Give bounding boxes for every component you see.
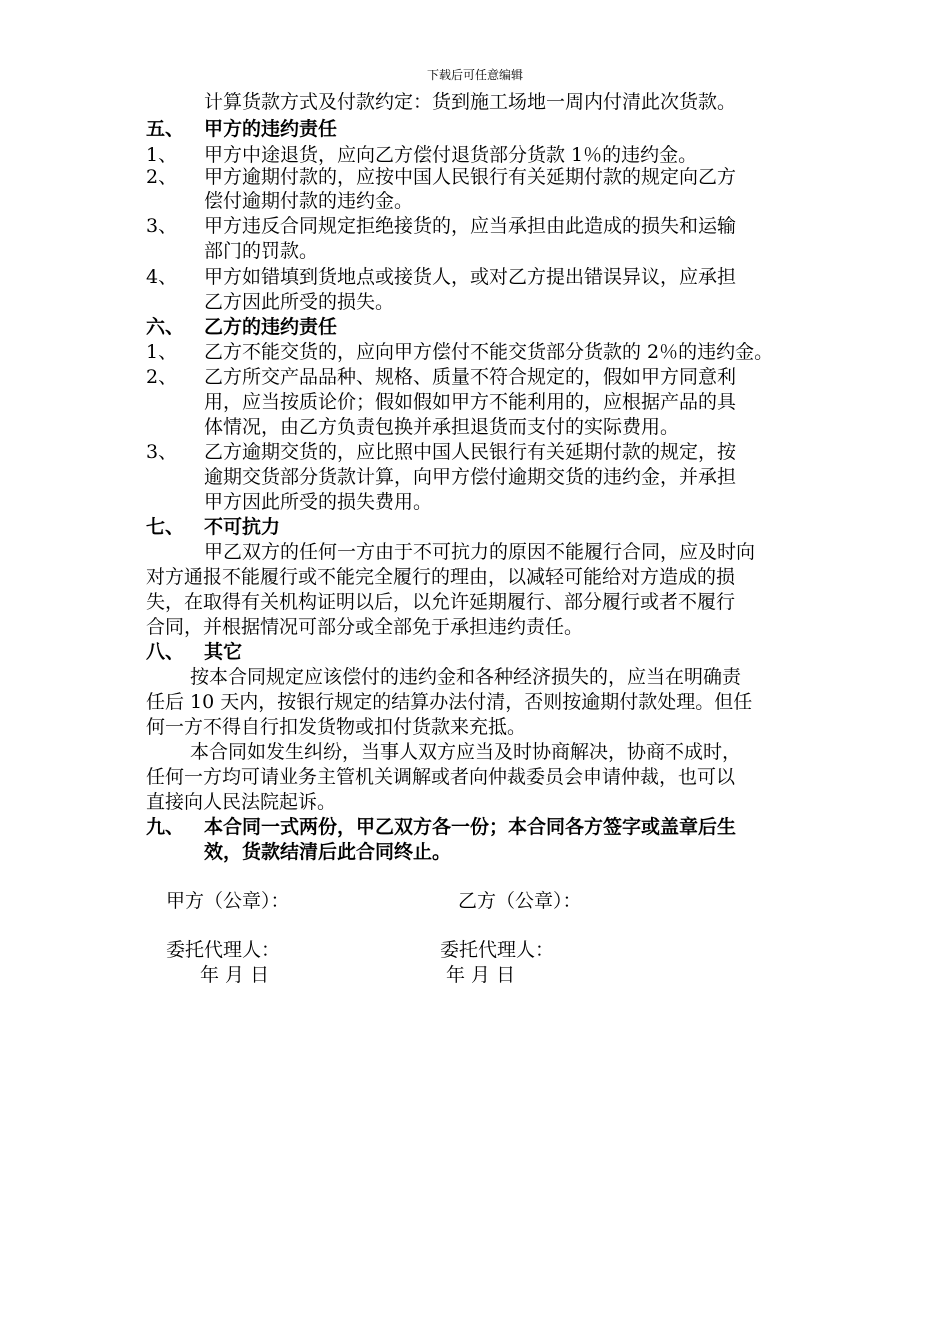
item-5-1-number: 1、 bbox=[146, 144, 178, 166]
item-6-1-number: 1、 bbox=[146, 341, 178, 363]
section-8-text-a: 按本合同规定应该偿付的违约金和各种经济损失的，应当在明确责 bbox=[190, 666, 742, 688]
item-5-4-number: 4、 bbox=[146, 266, 178, 288]
section-8-number: 八、 bbox=[146, 641, 185, 663]
party-a-date: 年 月 日 bbox=[200, 964, 270, 986]
section-8-heading bbox=[146, 639, 243, 665]
section-8-text-f: 直接向人民法院起诉。 bbox=[146, 791, 337, 813]
section-8-text-b: 任后 10 天内，按银行规定的结算办法付清，否则按逾期付款处理。但任 bbox=[146, 691, 753, 713]
section-8-text-c: 何一方不得自行扣发货物或扣付货款来充抵。 bbox=[146, 716, 527, 738]
section-5-heading bbox=[146, 116, 338, 142]
section-9-text-a: 本合同一式两份，甲乙双方各一份；本合同各方签字或盖章后生 bbox=[204, 816, 737, 838]
item-6-3-text-a: 乙方逾期交货的，应比照中国人民银行有关延期付款的规定，按 bbox=[204, 441, 737, 463]
section-9-number: 九、 bbox=[146, 816, 185, 838]
payment-terms: 计算货款方式及付款约定：货到施工场地一周内付清此次货款。 bbox=[204, 91, 737, 113]
section-6-heading bbox=[146, 314, 338, 340]
party-a-seal-label: 甲方（公章）： bbox=[166, 890, 290, 912]
party-b-seal-label: 乙方（公章）： bbox=[458, 890, 582, 912]
section-7-text-b: 对方通报不能履行或不能完全履行的理由，以减轻可能给对方造成的损 bbox=[146, 566, 736, 588]
item-6-2-number: 2、 bbox=[146, 366, 178, 388]
section-7-title: 不可抗力 bbox=[204, 516, 281, 538]
section-9-heading bbox=[146, 814, 737, 840]
section-9-text-b: 效，货款结清后此合同终止。 bbox=[204, 841, 452, 863]
section-8-text-d: 本合同如发生纠纷，当事人双方应当及时协商解决，协商不成时， bbox=[190, 741, 742, 763]
item-6-3-text-b: 逾期交货部分货款计算，向甲方偿付逾期交货的违约金，并承担 bbox=[204, 466, 737, 488]
item-5-3-text-a: 甲方违反合同规定拒绝接货的，应当承担由此造成的损失和运输 bbox=[204, 215, 737, 237]
party-a-agent-label: 委托代理人： bbox=[166, 939, 281, 961]
section-6-number: 六、 bbox=[146, 316, 185, 338]
item-5-2-text-a: 甲方逾期付款的，应按中国人民银行有关延期付款的规定向乙方 bbox=[204, 166, 737, 188]
item-5-4-text-b: 乙方因此所受的损失。 bbox=[204, 291, 395, 313]
section-8-title: 其它 bbox=[204, 641, 243, 663]
section-8-text-e: 任何一方均可请业务主管机关调解或者向仲裁委员会申请仲裁，也可以 bbox=[146, 766, 736, 788]
item-5-4-text-a: 甲方如错填到货地点或接货人，或对乙方提出错误异议，应承担 bbox=[204, 266, 737, 288]
page-header: 下载后可任意编辑 bbox=[426, 68, 523, 82]
section-5-number: 五、 bbox=[146, 118, 185, 140]
section-7-text-c: 失，在取得有关机构证明以后，以允许延期履行、部分履行或者不履行 bbox=[146, 591, 736, 613]
section-5-title: 甲方的违约责任 bbox=[204, 118, 338, 140]
item-5-3-number: 3、 bbox=[146, 215, 178, 237]
item-5-3-text-b: 部门的罚款。 bbox=[204, 240, 319, 262]
item-6-3-text-c: 甲方因此所受的损失费用。 bbox=[204, 491, 433, 513]
section-7-number: 七、 bbox=[146, 516, 185, 538]
party-b-date: 年 月 日 bbox=[446, 964, 516, 986]
item-6-3-number: 3、 bbox=[146, 441, 178, 463]
item-6-2-text-c: 体情况，由乙方负责包换并承担退货而支付的实际费用。 bbox=[204, 416, 680, 438]
section-7-heading bbox=[146, 514, 281, 540]
party-b-agent-label: 委托代理人： bbox=[440, 939, 555, 961]
section-6-title: 乙方的违约责任 bbox=[204, 316, 338, 338]
section-7-text-a: 甲乙双方的任何一方由于不可抗力的原因不能履行合同，应及时向 bbox=[204, 541, 756, 563]
item-5-1-text: 甲方中途退货，应向乙方偿付退货部分货款 1％的违约金。 bbox=[204, 144, 698, 166]
section-7-text-d: 合同，并根据情况可部分或全部免于承担违约责任。 bbox=[146, 616, 584, 638]
item-6-1-text: 乙方不能交货的，应向甲方偿付不能交货部分货款的 2％的违约金。 bbox=[204, 341, 774, 363]
item-5-2-number: 2、 bbox=[146, 166, 178, 188]
item-6-2-text-b: 用，应当按质论价；假如假如甲方不能利用的，应根据产品的具 bbox=[204, 391, 737, 413]
item-5-2-text-b: 偿付逾期付款的违约金。 bbox=[204, 190, 414, 212]
item-6-2-text-a: 乙方所交产品品种、规格、质量不符合规定的，假如甲方同意利 bbox=[204, 366, 737, 388]
